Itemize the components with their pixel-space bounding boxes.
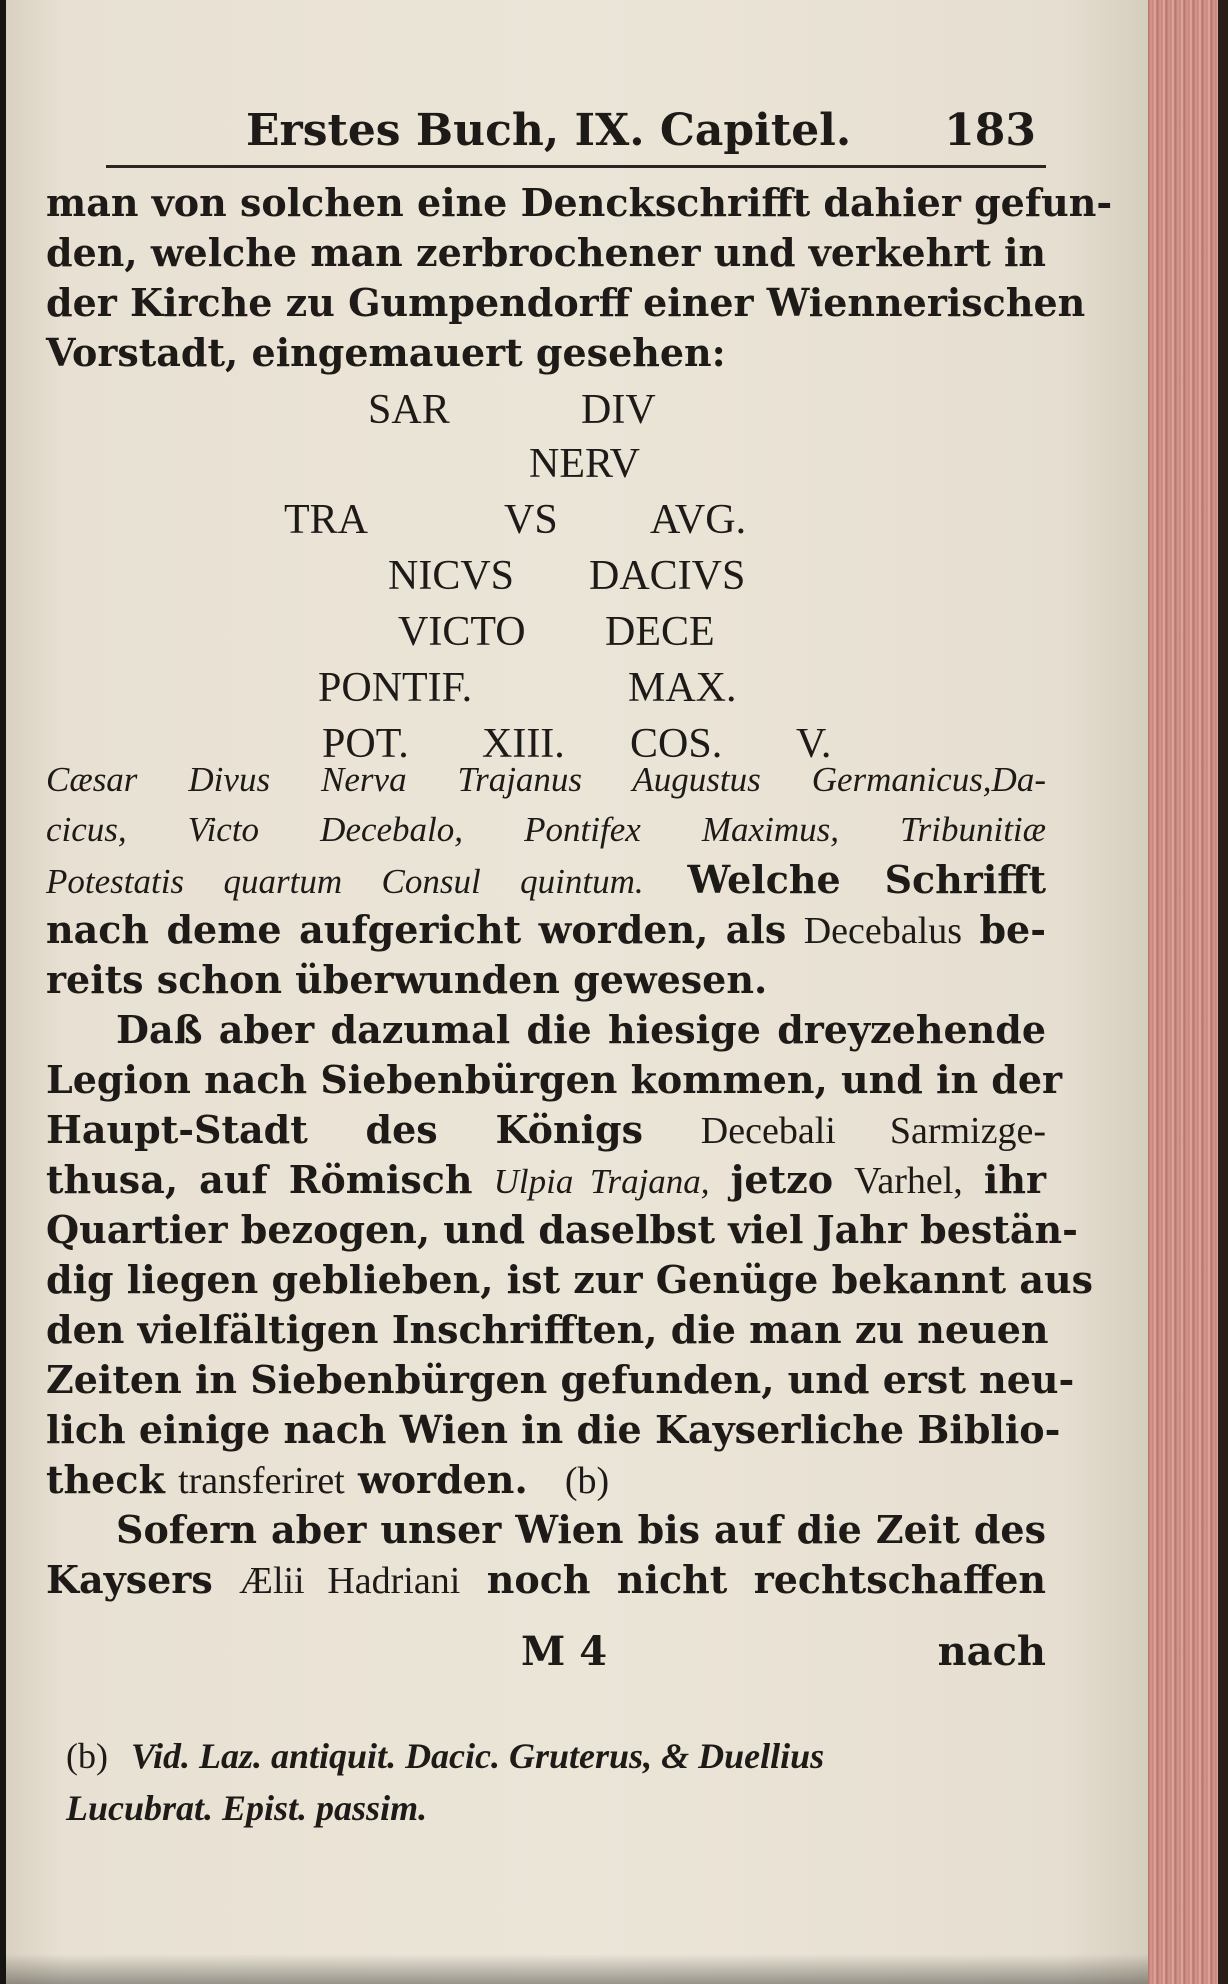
running-title: Erstes Buch, IX. Capitel. <box>246 105 852 156</box>
german-phrase: jetzo <box>730 1157 834 1202</box>
text-line: den, welche man zerbrochener und verkehrt in <box>46 230 1047 275</box>
text-line: lich einige nach Wien in die Kayserliche Biblio- <box>46 1407 1061 1452</box>
footnote-line: Lucubrat. Epist. passim. <box>66 1788 428 1828</box>
german-phrase: theck <box>46 1457 165 1502</box>
text-line: reits schon überwunden gewesen. <box>46 957 768 1002</box>
page-number: 183 <box>944 105 1036 156</box>
inscription-word: DACIVS <box>589 553 746 599</box>
body-text <box>46 755 1093 1605</box>
german-phrase: Haupt-Stadt des Königs <box>46 1107 644 1152</box>
german-phrase: noch nicht rechtschaffen <box>486 1557 1047 1602</box>
inscription-word: PONTIF. <box>318 665 473 711</box>
german-phrase: Welche Schrifft <box>687 857 1046 902</box>
latin-line: Cæsar Divus Nerva Trajanus Augustus Germanicus,Da- <box>46 760 1046 799</box>
latin-name: Ulpia Trajana, <box>493 1162 710 1201</box>
catch-line <box>46 1628 1046 1688</box>
inscription-word: SAR <box>368 387 450 433</box>
latin-phrase: Potestatis quartum Consul quintum. <box>46 862 644 901</box>
text-line: der Kirche zu Gumpendorff einer Wiennerischen <box>46 280 1086 325</box>
footnote-text: Vid. Laz. antiquit. Dacic. Gruterus, & Duellius <box>130 1736 825 1776</box>
text-line <box>46 1555 1046 1605</box>
text-line: Legion nach Siebenbürgen kommen, und in der <box>46 1057 1063 1102</box>
footnote-ref: (b) <box>564 1460 610 1502</box>
latin-name: Varhel, <box>854 1160 963 1202</box>
latin-name: Decebalus <box>803 910 962 952</box>
inscription-word: VS <box>504 497 558 543</box>
inscription-word: DIV <box>581 387 656 433</box>
text-line: Quartier bezogen, und daselbst viel Jahr bestän- <box>46 1207 1078 1252</box>
inscription-word: DECE <box>605 609 715 655</box>
signature-mark: M 4 <box>521 1628 608 1675</box>
inscription-word: NICVS <box>388 553 515 599</box>
text-line <box>46 855 1046 905</box>
german-phrase: nach deme aufgericht worden, als <box>46 907 787 952</box>
inscription-word: TRA <box>284 497 368 543</box>
text-line: Sofern aber unser Wien bis auf die Zeit des <box>116 1507 1046 1552</box>
header-rule <box>106 165 1046 168</box>
inscription-word: V. <box>796 721 832 767</box>
inscription-word: POT. <box>322 721 409 767</box>
inscription-word: NERV <box>529 441 640 487</box>
text-line <box>46 1155 1046 1205</box>
german-phrase: Kaysers <box>46 1557 213 1602</box>
latin-name: Decebali Sarmizge- <box>700 1110 1046 1152</box>
text-line: den vielfältigen Inschrifften, die man zu neuen <box>46 1307 1049 1352</box>
latin-name: Ælii Hadriani <box>239 1560 461 1602</box>
inscription-word: MAX. <box>628 665 737 711</box>
german-phrase: ihr <box>983 1157 1046 1202</box>
footnote-mark: (b) <box>66 1736 108 1776</box>
page-shadow <box>6 1954 1154 1984</box>
text-line: Zeiten in Siebenbürgen gefunden, und erst neu- <box>46 1357 1075 1402</box>
book-page <box>6 0 1154 1984</box>
text-line: Vorstadt, eingemauert gesehen: <box>46 330 726 375</box>
inscription-word: COS. <box>630 721 723 767</box>
footnote-line <box>66 1730 1056 1782</box>
inscription-word: VICTO <box>398 609 526 655</box>
text-line <box>46 1455 1046 1505</box>
inscription-word: XIII. <box>482 721 565 767</box>
latin-word: transferiret <box>178 1460 345 1502</box>
catchword: nach <box>937 1628 1046 1675</box>
intro-paragraph <box>46 178 1113 378</box>
text-line: man von solchen eine Denckschrifft dahier gefun- <box>46 180 1113 225</box>
text-line <box>46 905 1046 955</box>
text-line: Daß aber dazumal die hiesige dreyzehende <box>116 1007 1046 1052</box>
footnote <box>66 1730 1056 1834</box>
german-phrase: worden. <box>357 1457 528 1502</box>
german-phrase: be- <box>979 907 1046 952</box>
inscription-word: AVG. <box>650 497 747 543</box>
running-header <box>66 105 1046 167</box>
latin-line: cicus, Victo Decebalo, Pontifex Maximus, Tribunitiæ <box>46 810 1046 849</box>
text-line: dig liegen geblieben, ist zur Genüge bekannt aus <box>46 1257 1093 1302</box>
text-line <box>46 1105 1046 1155</box>
page-edges <box>1148 0 1228 1984</box>
german-phrase: thusa, auf Römisch <box>46 1157 473 1202</box>
